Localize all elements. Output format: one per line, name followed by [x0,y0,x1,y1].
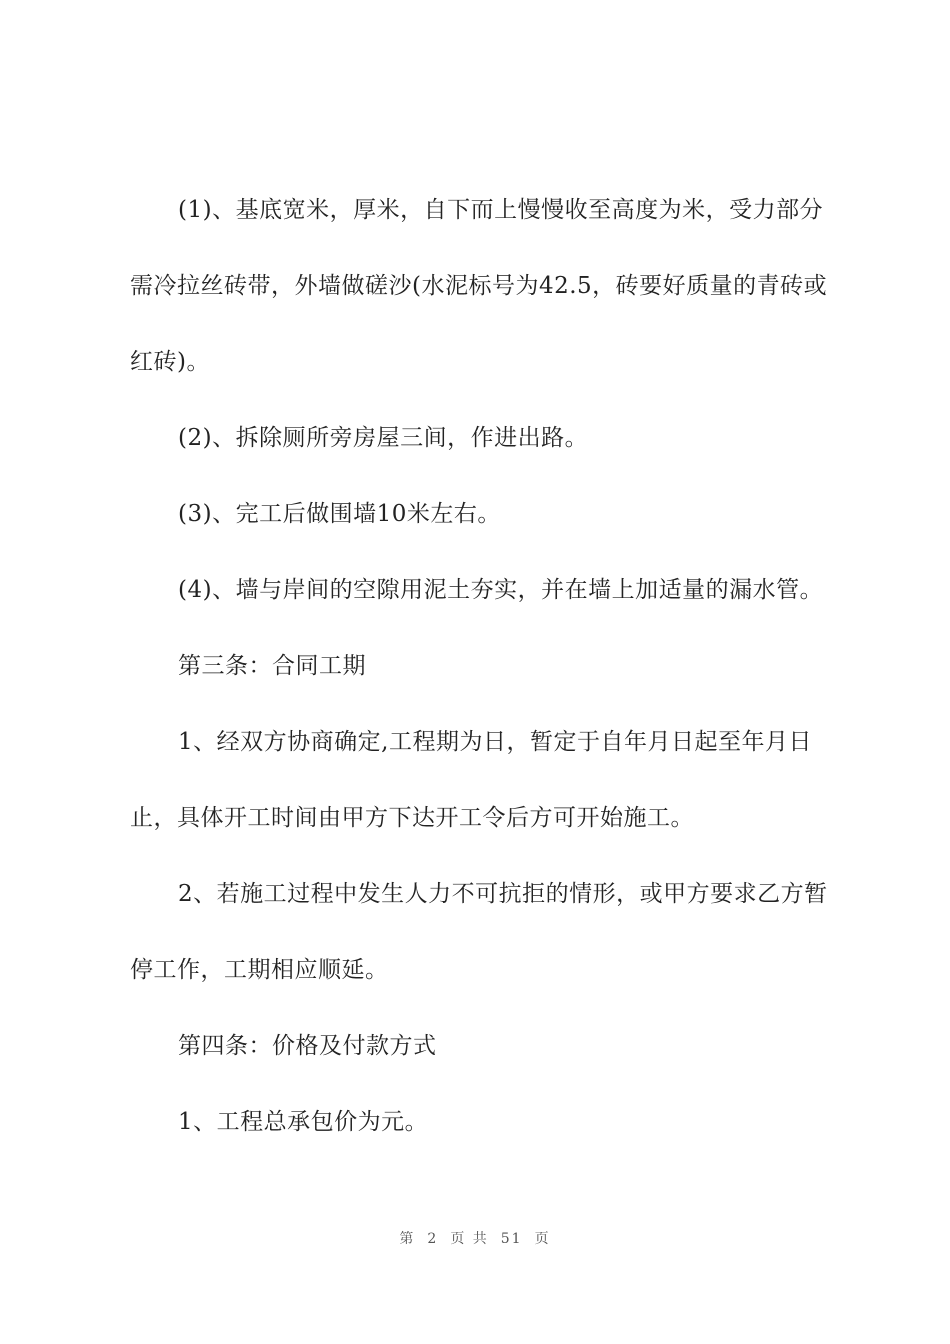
footer-total-pages: 51 [500,1231,523,1247]
paragraph-1: (1)、基底宽米，厚米，自下而上慢慢收至高度为米，受力部分需冷拉丝砖带，外墙做磋沙(水泥标号为42.5，砖要好质量的青砖或红砖)。 [130,197,828,375]
page-footer [0,1228,950,1248]
paragraph-5: 1、经双方协商确定,工程期为日，暂定于自年月日起至年月日止，具体开工时间由甲方下达开工令后方可开始施工。 [130,729,812,831]
section-heading-3: 第三条：合同工期 [178,653,366,679]
footer-prefix: 第 [399,1231,416,1247]
section-heading-4: 第四条：价格及付款方式 [178,1033,437,1059]
footer-middle: 页 共 [450,1231,489,1247]
paragraph-2: (2)、拆除厕所旁房屋三间，作进出路。 [178,425,589,451]
footer-suffix: 页 [534,1231,551,1247]
paragraph-7: 1、工程总承包价为元。 [178,1109,429,1135]
document-body [130,172,840,1160]
paragraph-4: (4)、墙与岸间的空隙用泥土夯实，并在墙上加适量的漏水管。 [178,577,824,603]
footer-current-page: 2 [427,1231,439,1247]
paragraph-3: (3)、完工后做围墙10米左右。 [178,501,501,527]
paragraph-6: 2、若施工过程中发生人力不可抗拒的情形，或甲方要求乙方暂停工作，工期相应顺延。 [130,881,828,983]
